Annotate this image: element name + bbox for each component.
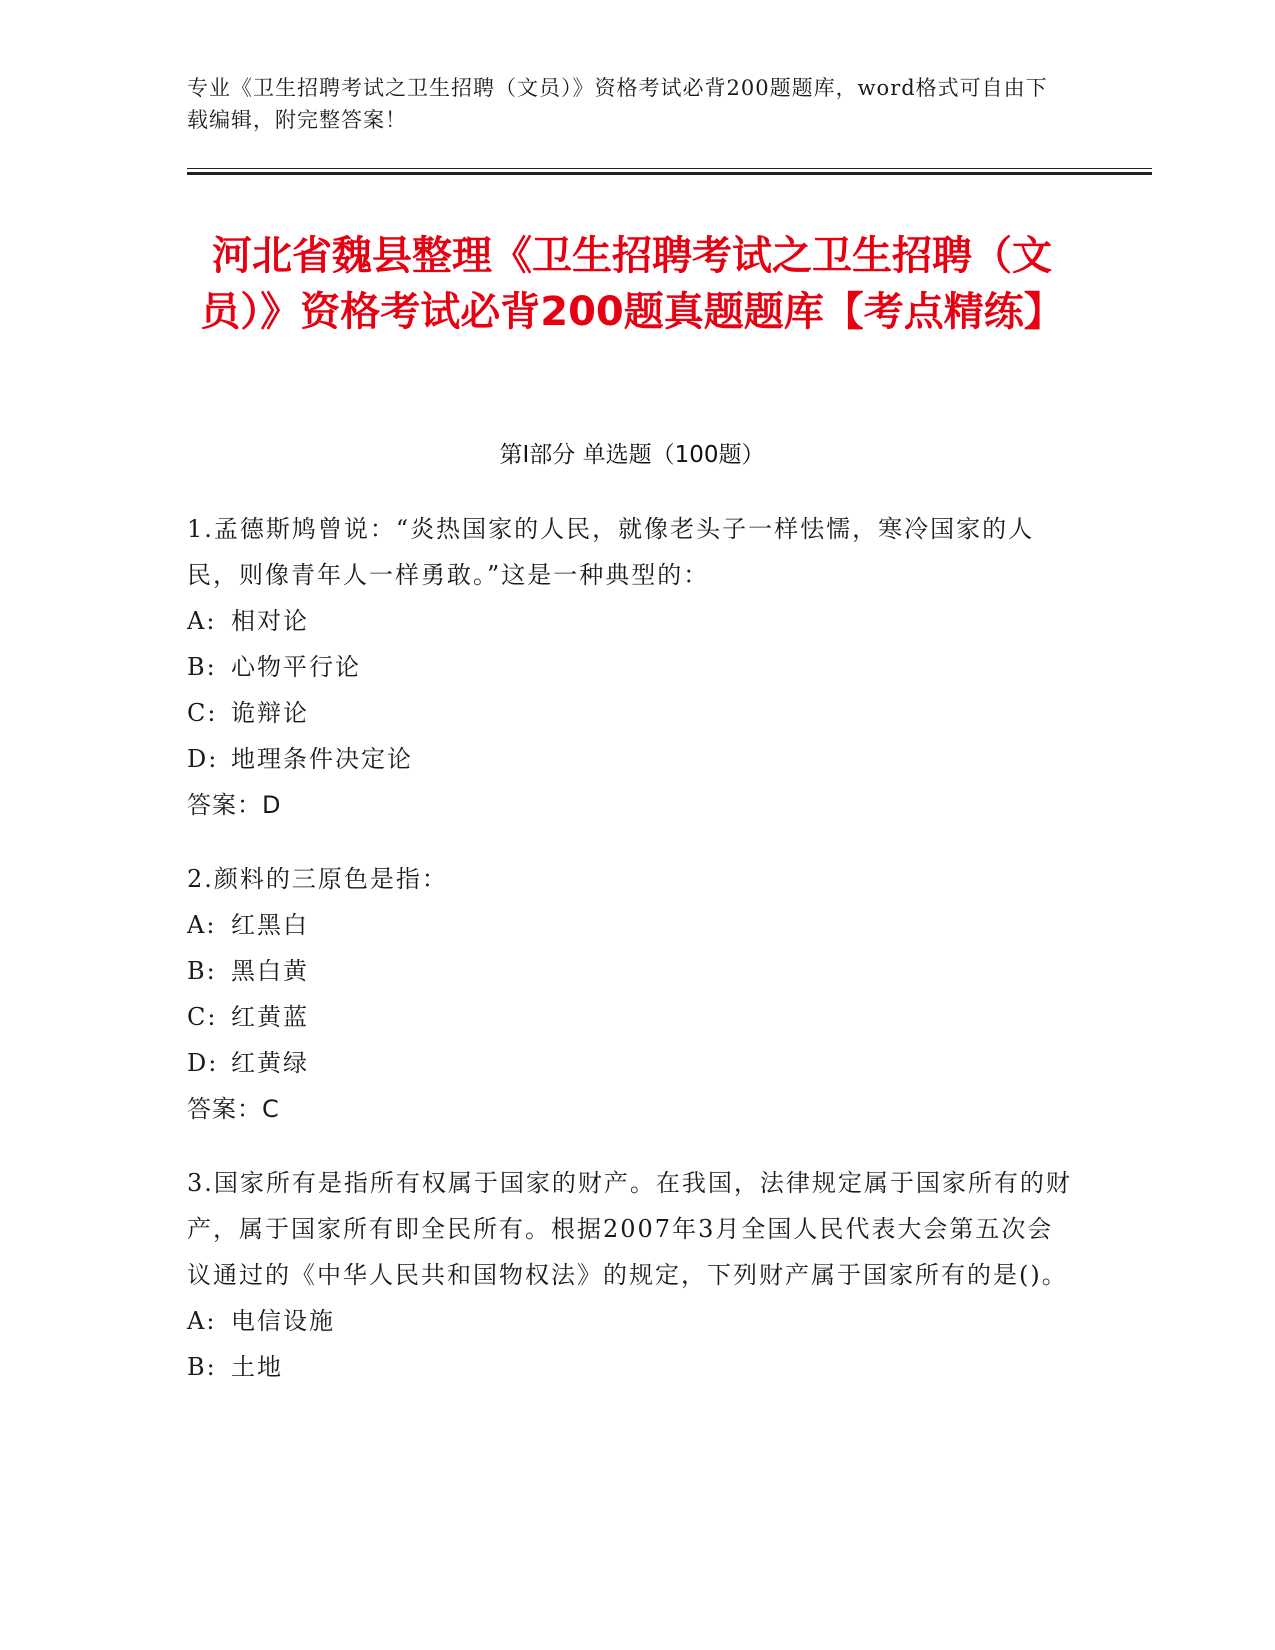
option-key: C: [187, 699, 218, 727]
option-key: D: [187, 1049, 219, 1077]
option-key: B: [187, 957, 217, 985]
option-b [187, 948, 1077, 994]
option-d [187, 736, 1077, 782]
header-note: 专业《卫生招聘考试之卫生招聘（文员）》资格考试必背200题题库，word格式可自由下载编辑，附完整答案！ [187, 76, 1048, 132]
option-key: D: [187, 745, 219, 773]
option-a [187, 598, 1077, 644]
question-stem: 3.国家所有是指所有权属于国家的财产。在我国，法律规定属于国家所有的财产，属于国家所有即全民所有。根据2007年3月全国人民代表大会第五次会议通过的《中华人民共和国物权法》的规定，下列财产属于国家所有的是()。 [187, 1169, 1072, 1289]
option-text: 土地 [231, 1353, 283, 1381]
option-text: 心物平行论 [231, 653, 361, 681]
header-divider-thick [187, 172, 1152, 175]
option-key: A: [187, 1307, 217, 1335]
option-key: A: [187, 911, 217, 939]
option-b [187, 1344, 1077, 1390]
option-text: 电信设施 [231, 1307, 335, 1335]
document-title: 河北省魏县整理《卫生招聘考试之卫生招聘（文员）》资格考试必背200题真题题库【考点精练】 [200, 233, 1064, 335]
option-a [187, 902, 1077, 948]
question-1 [187, 506, 1077, 828]
question-stem: 1.孟德斯鸠曾说：“炎热国家的人民，就像老头子一样怯懦，寒冷国家的人民，则像青年人一样勇敢。”这是一种典型的： [187, 515, 1035, 589]
question-3 [187, 1160, 1077, 1390]
option-key: B: [187, 1353, 217, 1381]
option-text: 地理条件决定论 [231, 745, 413, 773]
answer-line: 答案：D [187, 791, 282, 819]
option-text: 红黑白 [231, 911, 309, 939]
option-c [187, 690, 1077, 736]
question-2 [187, 856, 1077, 1132]
option-key: B: [187, 653, 217, 681]
option-text: 诡辩论 [231, 699, 309, 727]
option-a [187, 1298, 1077, 1344]
option-c [187, 994, 1077, 1040]
answer-line: 答案：C [187, 1095, 280, 1123]
header-divider-thin [187, 168, 1152, 169]
option-b [187, 644, 1077, 690]
option-d [187, 1040, 1077, 1086]
section-title: 第I部分 单选题（100题） [499, 442, 765, 468]
question-stem: 2.颜料的三原色是指： [187, 865, 448, 893]
option-key: C: [187, 1003, 218, 1031]
option-text: 相对论 [231, 607, 309, 635]
option-text: 黑白黄 [231, 957, 309, 985]
option-text: 红黄蓝 [231, 1003, 309, 1031]
option-text: 红黄绿 [231, 1049, 309, 1077]
option-key: A: [187, 607, 217, 635]
